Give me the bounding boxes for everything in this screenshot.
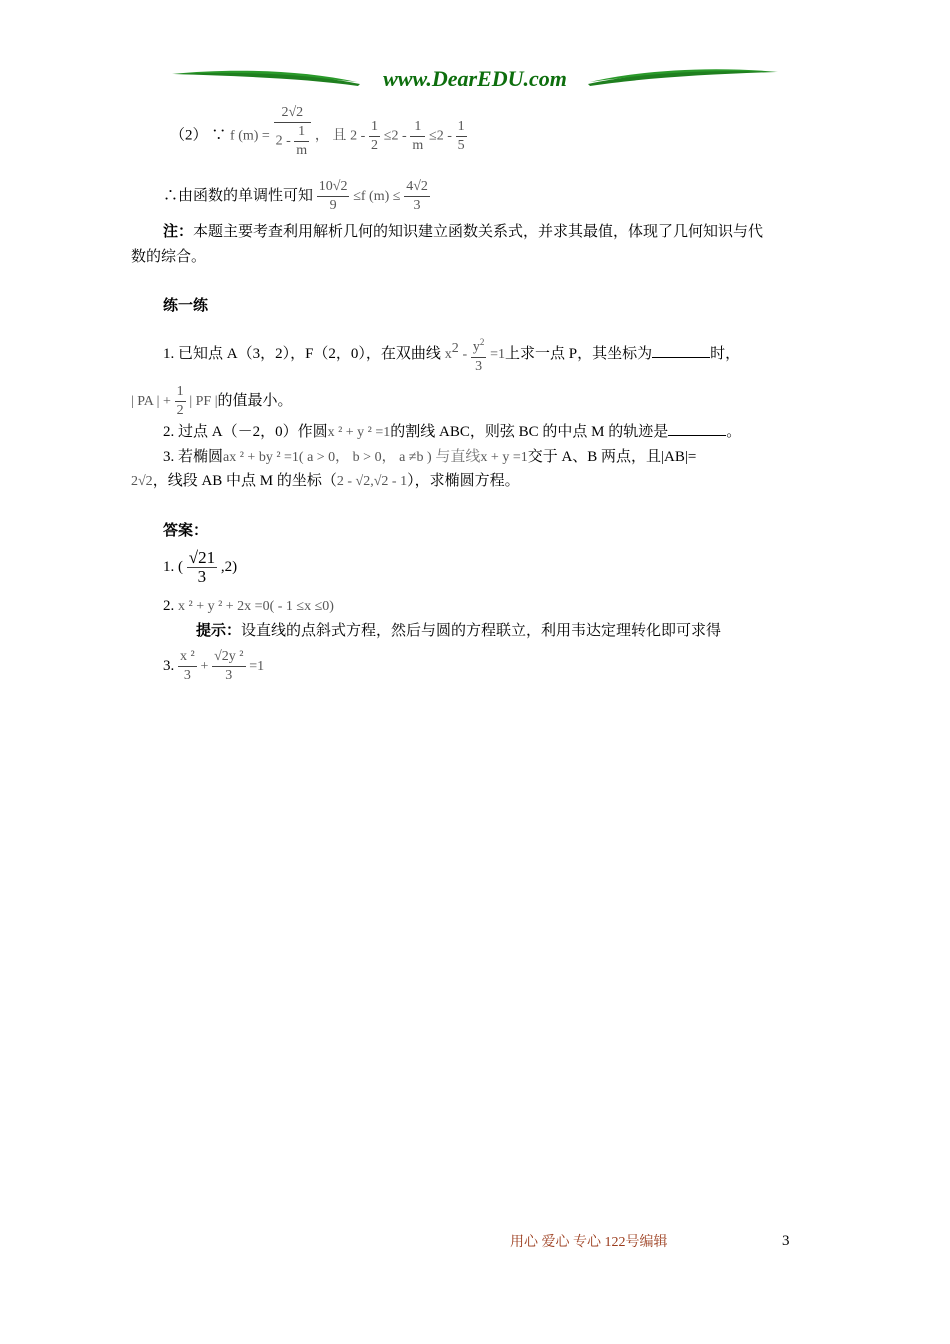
q1-x: x <box>444 346 452 362</box>
a2-label: 2. <box>163 598 175 614</box>
answer-1 <box>163 549 237 586</box>
answer-3 <box>163 648 264 685</box>
a3-den2: 3 <box>225 668 233 683</box>
answer-2 <box>163 596 334 617</box>
q2-end: 。 <box>726 424 742 440</box>
question-3-line-2 <box>131 471 520 492</box>
inner-num: 1 <box>294 123 309 142</box>
hint-line <box>196 621 721 641</box>
fraction-10root2-9 <box>317 178 350 215</box>
q1-y: y <box>472 339 480 355</box>
q2-text: 的割线 ABC，则弦 BC 的中点 M 的轨迹是 <box>390 424 669 440</box>
q1-min-text: 的值最小。 <box>217 392 293 409</box>
a1-label: 1. ( <box>163 558 183 575</box>
q3-line-eq: x + y =1 <box>480 450 528 465</box>
footer-text: 用心 爱心 专心 122号编辑 <box>510 1235 668 1250</box>
fraction-half <box>369 118 380 155</box>
logo-text: www.DearEDU.com <box>383 66 567 91</box>
part2-label: （2） <box>170 127 208 144</box>
a3-plus: + <box>200 658 209 674</box>
q3-ellipse-eq: ax ² + by ² =1( a > 0， b > 0， a ≠b ) <box>223 450 432 465</box>
a1-fraction <box>187 549 217 586</box>
a3-den1: 3 <box>183 668 191 683</box>
practice-heading: 练一练 <box>163 298 209 314</box>
m-num: 1 <box>410 118 425 137</box>
q1-half-fraction <box>175 383 186 420</box>
le-1: ≤2 - <box>383 128 407 144</box>
frac-denominator <box>274 123 312 160</box>
frac-numerator: 2√2 <box>274 104 312 123</box>
note-text-1: 本题主要考查利用解析几何的知识建立函数关系式，并求其最值，体现了几何知识与代 <box>193 224 764 240</box>
q2-circle-eq: x ² + y ² =1 <box>327 425 391 440</box>
hint-text: 设直线的点斜式方程，然后与圆的方程联立，利用韦达定理转化即可求得 <box>241 623 722 639</box>
q1-pa: | PA | + <box>131 393 171 409</box>
a3-num1: x ² <box>178 648 197 667</box>
ineq-start: 2 - <box>350 128 366 144</box>
right-den: 3 <box>413 198 421 213</box>
five-den: 5 <box>457 137 465 153</box>
q3-and-line: 与直线 <box>435 449 481 465</box>
q1-fraction <box>471 333 487 376</box>
q1-end: 时， <box>710 345 741 362</box>
part2-formula <box>170 105 467 160</box>
q1-suffix: 上求一点 P，其坐标为 <box>505 345 653 362</box>
answers-heading: 答案： <box>163 523 209 539</box>
q1-half-num: 1 <box>175 383 186 402</box>
a3-eq: =1 <box>249 658 265 674</box>
q2-prefix: 2. 过点 A（－2，0）作圆 <box>163 424 328 440</box>
conclusion-middle: ≤f (m) ≤ <box>353 188 401 204</box>
half-num: 1 <box>369 118 380 137</box>
le-2: ≤2 - <box>429 128 452 144</box>
q1-frac-num: $y^2$ <box>471 333 487 358</box>
hint-label: 提示： <box>196 623 242 639</box>
q1-sup: 2 <box>451 340 459 356</box>
q3-coordinate: 2 - √2,√2 - 1 <box>336 474 408 489</box>
left-num: 10√2 <box>317 178 350 197</box>
f-of-m: f (m) = <box>230 128 270 144</box>
q1-half-den: 2 <box>176 403 184 418</box>
q3-prefix: 3. 若椭圆 <box>163 449 224 465</box>
den-prefix: 2 - <box>275 133 291 149</box>
a3-label: 3. <box>163 657 175 674</box>
inner-fraction <box>294 123 309 160</box>
a3-fraction-2 <box>212 648 245 685</box>
note-line-1 <box>163 222 763 242</box>
q3-find-text: ），求椭圆方程。 <box>407 473 520 489</box>
conclusion-line <box>163 178 430 215</box>
a3-num2: √2y ² <box>212 648 245 667</box>
question-2 <box>163 421 741 443</box>
q1-frac-den: 3 <box>475 358 483 374</box>
m-den: m <box>412 137 424 153</box>
a2-equation: x ² + y ² + 2x =0( - 1 ≤x ≤0) <box>178 599 334 614</box>
a1-num: √21 <box>188 548 216 567</box>
q3-midpoint-text: ，线段 AB 中点 M 的坐标（ <box>152 473 337 489</box>
q2-blank <box>668 421 726 436</box>
q3-text: 交于 A、B 两点，且|AB|= <box>527 449 697 465</box>
q1-blank <box>652 343 710 358</box>
fraction-f-m <box>274 104 312 160</box>
page-number: 3 <box>782 1233 790 1249</box>
conclusion-text: ∴由函数的单调性可知 <box>163 187 314 204</box>
a1-end: ,2) <box>220 558 238 575</box>
q1-prefix: 1. 已知点 A（3，2），F（2，0），在双曲线 <box>163 345 441 362</box>
because-symbol: ∵ <box>211 127 227 144</box>
five-num: 1 <box>456 118 467 137</box>
fraction-1-over-5 <box>456 118 467 155</box>
question-3-line-1 <box>163 447 696 468</box>
question-1-line-1 <box>163 333 740 376</box>
question-1-line-2 <box>131 383 293 420</box>
right-num: 4√2 <box>404 178 430 197</box>
half-den: 2 <box>371 137 379 153</box>
q3-ab-length: 2√2 <box>131 474 153 489</box>
note-label: 注： <box>163 224 194 240</box>
header-logo <box>172 62 778 98</box>
inner-den: m <box>296 143 308 158</box>
fraction-4root2-3 <box>404 178 430 215</box>
left-den: 9 <box>329 198 337 213</box>
a3-fraction-1 <box>178 648 197 685</box>
a1-den: 3 <box>197 567 207 586</box>
note-line-2: 数的综合。 <box>131 249 207 265</box>
fraction-1-over-m <box>410 118 425 155</box>
q1-eq: =1 <box>490 346 506 362</box>
and-text: ， 且 <box>314 128 347 144</box>
q1-minus: - <box>462 346 468 362</box>
q1-pf: | PF | <box>189 393 218 409</box>
